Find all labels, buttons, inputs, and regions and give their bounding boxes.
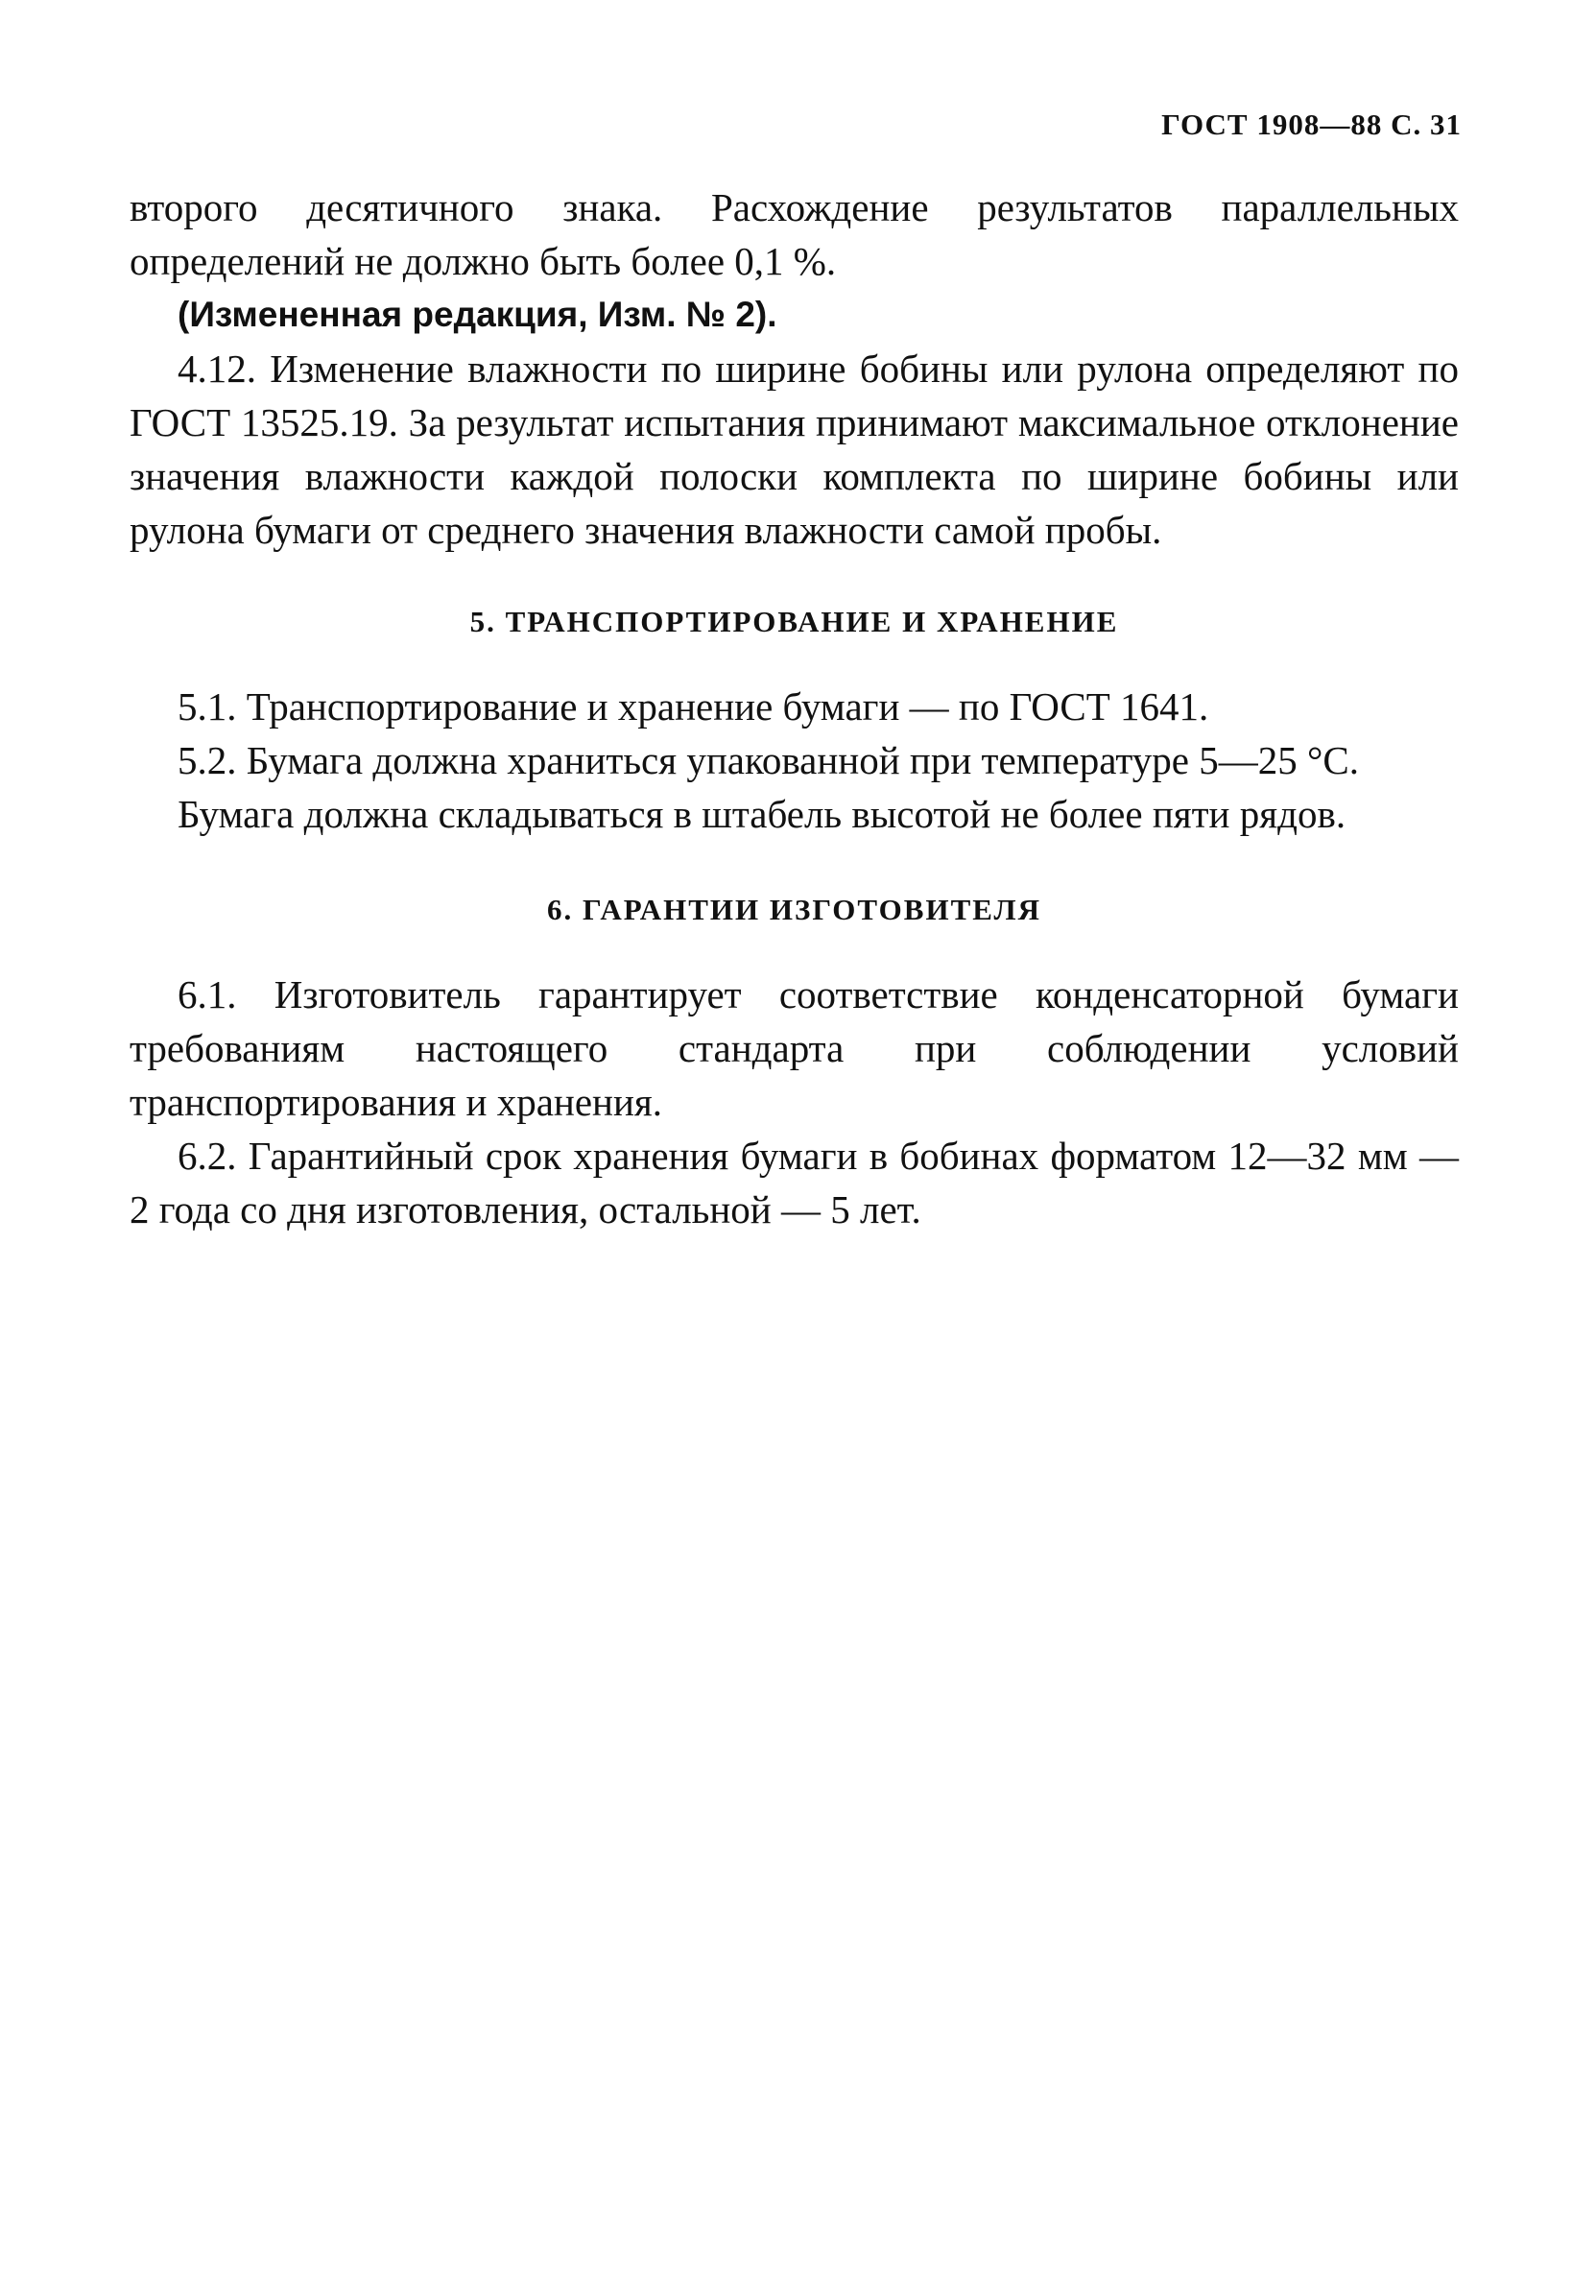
page-content bbox=[130, 180, 1459, 1236]
clause-5-1: 5.1. Транспортирование и хранение бумаги — по ГОСТ 1641. bbox=[178, 684, 1209, 729]
section-5-heading: 5. ТРАНСПОРТИРОВАНИЕ И ХРАНЕНИЕ bbox=[469, 605, 1119, 638]
section-6-heading: 6. ГАРАНТИИ ИЗГОТОВИТЕЛЯ bbox=[547, 893, 1041, 926]
clause-5-2: 5.2. Бумага должна храниться упакованной при температуре 5—25 °С. bbox=[178, 738, 1359, 782]
continuation-paragraph: второго десятичного знака. Расхождение результатов параллельных определений не должно быть более 0,1 %. bbox=[130, 185, 1459, 283]
amendment-note: (Измененная редакция, Изм. № 2). bbox=[178, 295, 777, 334]
clause-4-12: 4.12. Изменение влажности по ширине бобины или рулона определяют по ГОСТ 13525.19. За результат испытания принимают максимальное отклонение значения влажности каждой полоски комплекта по ширине бобины или рулона бумаги от среднего значения влажности самой пробы. bbox=[130, 347, 1459, 552]
clause-5-2-continuation: Бумага должна складываться в штабель высотой не более пяти рядов. bbox=[178, 792, 1346, 836]
clause-6-2: 6.2. Гарантийный срок хранения бумаги в бобинах форматом 12—32 мм — 2 года со дня изготовления, остальной — 5 лет. bbox=[130, 1134, 1459, 1232]
clause-6-1: 6.1. Изготовитель гарантирует соответствие конденсаторной бумаги требованиям настоящего стандарта при соблюдении условий транспортирования и хранения. bbox=[130, 972, 1459, 1124]
running-header: ГОСТ 1908—88 С. 31 bbox=[1161, 108, 1462, 141]
